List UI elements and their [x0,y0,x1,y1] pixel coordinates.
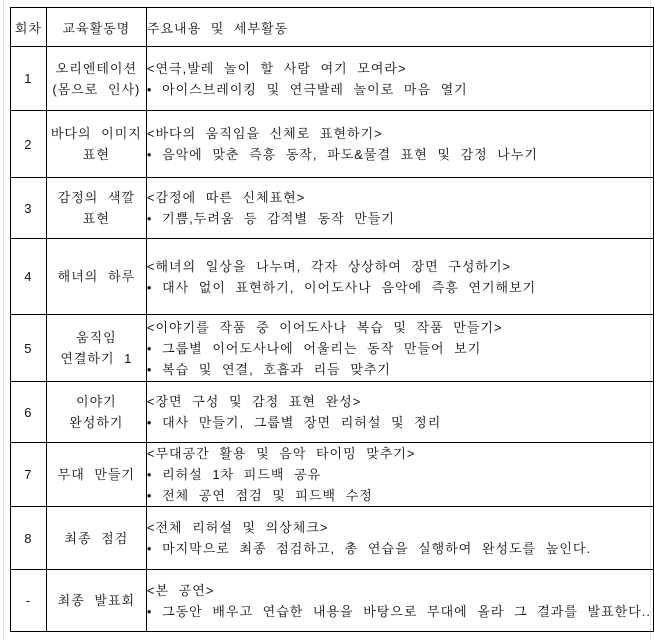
session-number: - [25,593,32,608]
activity-name-line: 움직임 [76,330,117,345]
content-line: <본 공연> [146,582,215,598]
activity-name-line: 표현 [82,147,110,162]
activity-name-line: (몸으로 인사) [52,81,141,97]
content-cell [146,443,653,507]
table-body [11,47,654,632]
session-cell [11,178,47,239]
activity-name-cell [46,382,146,443]
activity-name-line: 감정의 색깔 [57,190,136,205]
content-line: • 아이스브레이킹 및 연극발레 놀이로 마음 열기 [146,81,468,97]
activity-name-cell [46,178,146,239]
table-row [11,382,654,443]
session-number: 5 [24,340,33,356]
activity-name-cell [46,443,146,507]
header-main-content: 주요내용 및 세부활동 [146,8,653,47]
table-row [11,47,654,111]
curriculum-table [10,7,654,632]
activity-name-cell [46,111,146,178]
session-number: 1 [24,71,33,86]
table-row [11,315,654,382]
session-cell [11,111,47,178]
content-cell [146,47,653,111]
session-cell [11,47,47,111]
content-line: <연극,발레 놀이 할 사람 여기 모여라> [146,60,407,76]
session-cell [11,570,47,632]
activity-name-line: 오리엔테이션 [55,60,138,76]
activity-name-line: 최종 점검 [64,530,129,546]
content-line: • 리허설 1차 피드백 공유 [146,467,322,482]
table-row [11,111,654,178]
header-session: 회차 [11,8,47,47]
table-row [11,178,654,239]
activity-name-cell [46,507,146,570]
session-number: 4 [24,269,33,284]
session-number: 7 [24,467,33,482]
session-cell [11,382,47,443]
content-line: <장면 구성 및 감정 표현 완성> [146,394,362,409]
content-line: • 마지막으로 최종 점검하고, 총 연습을 실행하여 완성도를 높인다. [146,541,592,556]
content-line: • 그룹별 이어도사나에 어울리는 동작 만들어 보기 [146,340,482,356]
content-line: <감정에 따른 신체표현> [146,190,306,205]
activity-name-cell [46,570,146,632]
page-left-edge [3,0,4,640]
content-cell [146,570,653,632]
session-cell [11,239,47,315]
activity-name-line: 연결하기 1 [60,351,133,366]
content-cell [146,382,653,443]
session-cell [11,507,47,570]
header-row [11,8,654,47]
activity-name-cell [46,315,146,382]
session-number: 2 [24,136,33,152]
table-row [11,443,654,507]
activity-name-line: 바다의 이미지 [50,126,142,141]
table-row [11,507,654,570]
activity-name-line: 표현 [82,211,110,226]
activity-name-line: 해녀의 하루 [57,269,136,284]
content-cell [146,111,653,178]
content-line: <전체 리허설 및 의상체크> [146,520,329,535]
activity-name-line: 완성하기 [69,415,124,430]
activity-name-line: 최종 발표회 [57,593,136,608]
content-line: • 음악에 맞춘 즉흥 동작, 파도&물결 표현 및 감정 나누기 [146,147,538,162]
session-number: 8 [24,530,33,546]
content-line: • 대사 만들기, 그룹별 장면 리허설 및 정리 [146,415,442,430]
content-cell [146,507,653,570]
content-line: <무대공간 활용 및 음악 타이밍 맞추기> [146,446,416,461]
activity-name-cell [46,47,146,111]
content-cell [146,239,653,315]
content-line: • 그동안 배우고 연습한 내용을 바탕으로 무대에 올라 그 결과를 발표한다.. [146,603,651,619]
content-cell [146,315,653,382]
session-number: 3 [24,200,33,216]
content-line: • 복습 및 연결, 호흡과 리듬 맞추기 [146,361,391,377]
content-line: <바다의 움직임을 신체로 표현하기> [146,126,383,141]
session-number: 6 [24,404,33,420]
content-line: • 기쁨,두려움 등 감적별 동작 만들기 [146,211,395,226]
activity-name-line: 이야기 [76,394,117,409]
session-cell [11,443,47,507]
header-activity-name: 교육활동명 [46,8,146,47]
content-line: <해녀의 일상을 나누며, 각자 상상하여 장면 구성하기> [146,258,512,274]
activity-name-line: 무대 만들기 [57,467,136,482]
activity-name-cell [46,239,146,315]
session-cell [11,315,47,382]
content-line: • 대사 없이 표현하기, 이어도사나 음악에 즉흥 연기해보기 [146,279,537,295]
content-cell [146,178,653,239]
table-row [11,570,654,632]
content-line: <이야기를 작품 중 이어도사나 복습 및 작품 만들기> [146,319,503,335]
content-line: • 전체 공연 점검 및 피드백 수정 [146,488,373,503]
table-row [11,239,654,315]
